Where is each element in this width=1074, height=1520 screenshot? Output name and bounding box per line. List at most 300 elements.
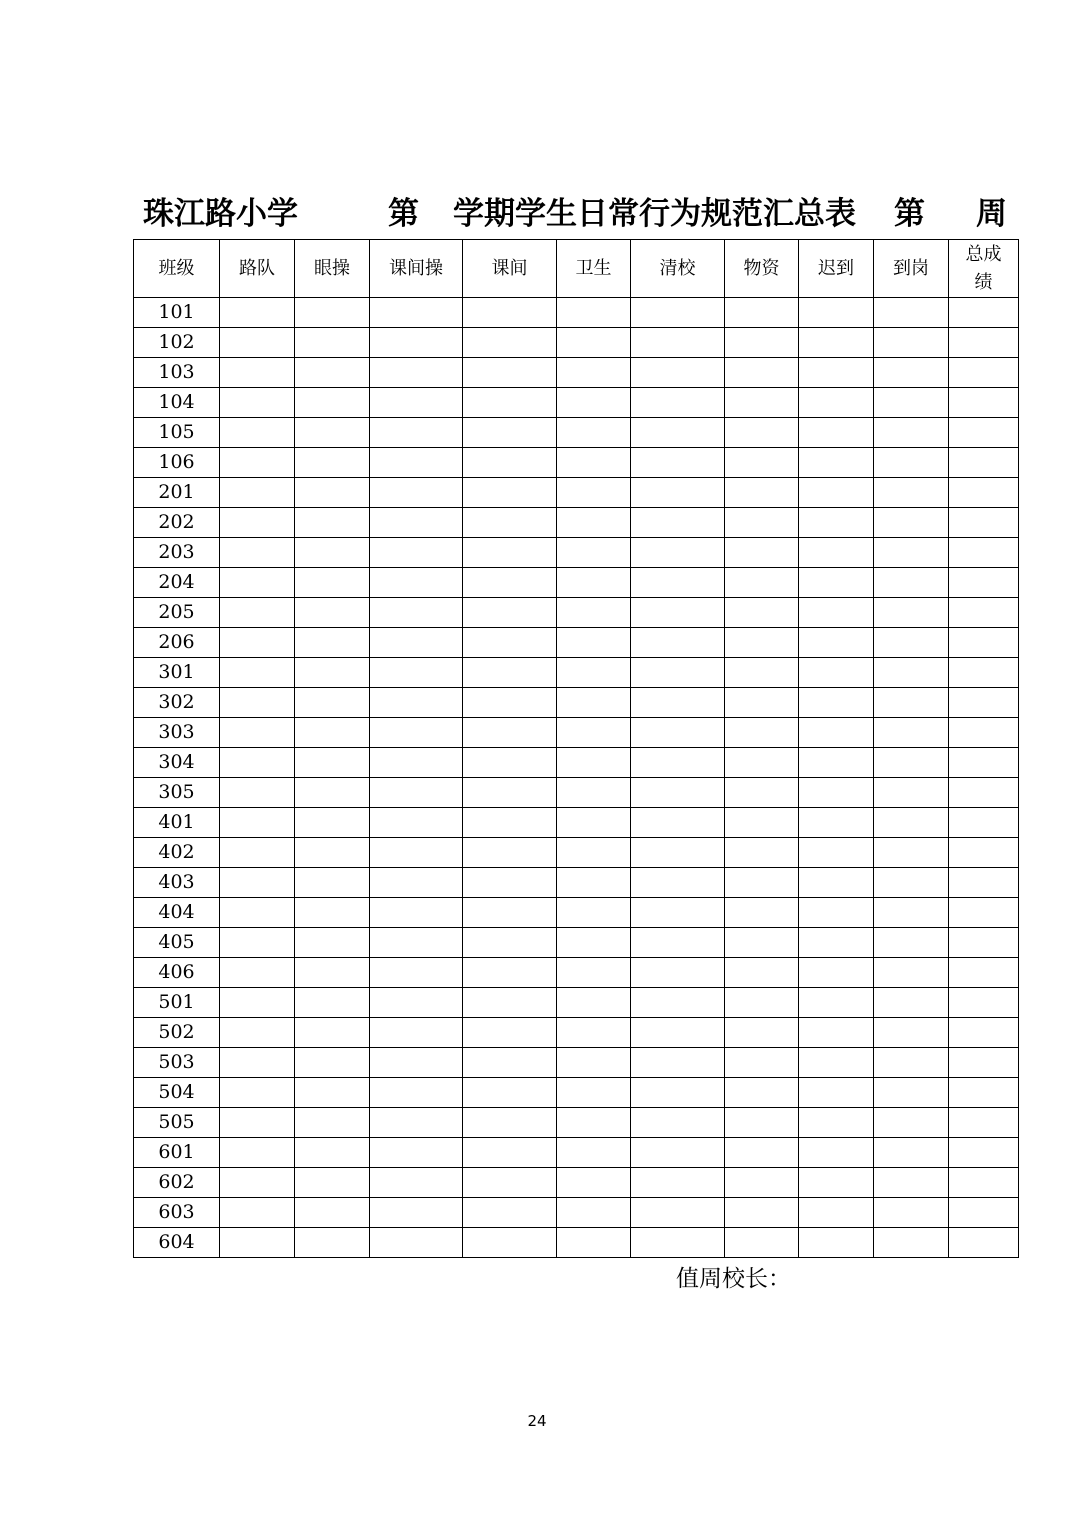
score-cell [725, 538, 799, 568]
score-cell [557, 838, 631, 868]
score-cell [799, 778, 874, 808]
score-cell [799, 658, 874, 688]
score-cell [463, 958, 557, 988]
score-cell [949, 838, 1019, 868]
class-number-cell: 106 [134, 448, 220, 478]
score-cell [631, 1078, 725, 1108]
score-cell [725, 958, 799, 988]
score-cell [799, 898, 874, 928]
score-cell [295, 688, 370, 718]
score-cell [631, 298, 725, 328]
score-cell [463, 1108, 557, 1138]
class-number-cell: 303 [134, 718, 220, 748]
score-cell [725, 568, 799, 598]
score-cell [725, 1018, 799, 1048]
score-cell [557, 1228, 631, 1258]
table-row [134, 688, 1019, 718]
score-cell [725, 928, 799, 958]
class-number-cell: 103 [134, 358, 220, 388]
table-row [134, 928, 1019, 958]
score-cell [370, 1198, 463, 1228]
score-cell [874, 478, 949, 508]
score-cell [799, 1228, 874, 1258]
score-cell [725, 328, 799, 358]
score-cell [220, 718, 295, 748]
score-cell [874, 688, 949, 718]
class-number-cell: 302 [134, 688, 220, 718]
class-number-cell: 102 [134, 328, 220, 358]
score-cell [295, 328, 370, 358]
table-body [134, 298, 1019, 1258]
score-cell [631, 358, 725, 388]
score-cell [949, 448, 1019, 478]
score-cell [949, 508, 1019, 538]
title-school: 珠江路小学 [143, 196, 298, 232]
score-cell [725, 508, 799, 538]
score-cell [949, 1078, 1019, 1108]
score-cell [799, 388, 874, 418]
score-cell [370, 478, 463, 508]
score-cell [949, 868, 1019, 898]
score-cell [949, 688, 1019, 718]
score-cell [725, 748, 799, 778]
table-row [134, 508, 1019, 538]
score-cell [557, 748, 631, 778]
score-cell [799, 298, 874, 328]
table-row [134, 808, 1019, 838]
score-cell [949, 898, 1019, 928]
score-cell [295, 358, 370, 388]
table-row [134, 1228, 1019, 1258]
score-cell [874, 808, 949, 838]
class-number-cell: 305 [134, 778, 220, 808]
score-cell [631, 1138, 725, 1168]
score-cell [463, 988, 557, 1018]
score-cell [463, 598, 557, 628]
class-number-cell: 203 [134, 538, 220, 568]
class-number-cell: 105 [134, 418, 220, 448]
score-cell [295, 1198, 370, 1228]
column-header-wuzi: 物资 [725, 240, 799, 298]
score-cell [557, 1198, 631, 1228]
table-row [134, 1018, 1019, 1048]
table-row [134, 658, 1019, 688]
score-cell [949, 1168, 1019, 1198]
score-cell [949, 1138, 1019, 1168]
score-cell [557, 478, 631, 508]
score-cell [220, 538, 295, 568]
score-cell [874, 1138, 949, 1168]
score-cell [799, 958, 874, 988]
score-cell [725, 1078, 799, 1108]
score-cell [725, 718, 799, 748]
table-row [134, 328, 1019, 358]
score-cell [370, 928, 463, 958]
score-cell [557, 1108, 631, 1138]
score-cell [799, 1168, 874, 1198]
score-cell [295, 1018, 370, 1048]
score-cell [874, 538, 949, 568]
column-header-weisheng: 卫生 [557, 240, 631, 298]
score-cell [949, 418, 1019, 448]
score-cell [631, 838, 725, 868]
score-cell [463, 718, 557, 748]
score-cell [220, 388, 295, 418]
score-cell [557, 1168, 631, 1198]
score-cell [463, 1078, 557, 1108]
score-cell [725, 1138, 799, 1168]
score-cell [799, 1018, 874, 1048]
score-cell [295, 1138, 370, 1168]
score-cell [295, 958, 370, 988]
score-cell [949, 298, 1019, 328]
table-row [134, 838, 1019, 868]
score-cell [370, 868, 463, 898]
score-cell [631, 538, 725, 568]
class-number-cell: 304 [134, 748, 220, 778]
page-number: 24 [527, 1412, 547, 1430]
score-cell [295, 898, 370, 928]
score-cell [295, 568, 370, 598]
score-cell [370, 1168, 463, 1198]
score-cell [949, 778, 1019, 808]
score-cell [874, 658, 949, 688]
score-cell [557, 658, 631, 688]
score-cell [295, 628, 370, 658]
duty-principal-signature: 值周校长： [676, 1266, 791, 1292]
score-cell [463, 808, 557, 838]
class-number-cell: 602 [134, 1168, 220, 1198]
score-cell [295, 928, 370, 958]
score-cell [799, 508, 874, 538]
table-row [134, 418, 1019, 448]
score-cell [370, 808, 463, 838]
table-row [134, 538, 1019, 568]
score-cell [949, 328, 1019, 358]
score-cell [874, 628, 949, 658]
score-cell [463, 928, 557, 958]
score-cell [874, 718, 949, 748]
table-row [134, 1108, 1019, 1138]
class-number-cell: 206 [134, 628, 220, 658]
score-cell [949, 358, 1019, 388]
score-cell [557, 988, 631, 1018]
score-cell [220, 838, 295, 868]
score-cell [725, 988, 799, 1018]
score-cell [799, 988, 874, 1018]
score-cell [295, 508, 370, 538]
score-cell [220, 1138, 295, 1168]
score-cell [370, 778, 463, 808]
score-cell [295, 1108, 370, 1138]
score-cell [874, 298, 949, 328]
score-cell [631, 328, 725, 358]
score-cell [725, 778, 799, 808]
table-row [134, 598, 1019, 628]
title-main: 学期学生日常行为规范汇总表 [453, 196, 856, 232]
table-row [134, 1138, 1019, 1168]
score-cell [220, 478, 295, 508]
score-cell [725, 388, 799, 418]
score-cell [557, 808, 631, 838]
score-cell [799, 628, 874, 658]
score-cell [220, 748, 295, 778]
score-cell [463, 1228, 557, 1258]
score-cell [463, 358, 557, 388]
score-cell [631, 1228, 725, 1258]
title-week-prefix: 第 [894, 196, 925, 232]
score-cell [370, 388, 463, 418]
score-cell [220, 958, 295, 988]
table-row [134, 898, 1019, 928]
score-cell [220, 448, 295, 478]
column-header-kejian: 课间 [463, 240, 557, 298]
score-cell [370, 838, 463, 868]
score-cell [725, 358, 799, 388]
score-cell [725, 898, 799, 928]
class-number-cell: 104 [134, 388, 220, 418]
score-cell [799, 868, 874, 898]
column-header-class: 班级 [134, 240, 220, 298]
score-cell [370, 568, 463, 598]
score-cell [631, 988, 725, 1018]
score-cell [631, 718, 725, 748]
score-cell [463, 868, 557, 898]
score-cell [949, 568, 1019, 598]
score-cell [295, 838, 370, 868]
class-number-cell: 201 [134, 478, 220, 508]
score-cell [220, 568, 295, 598]
score-cell [463, 628, 557, 658]
score-cell [874, 958, 949, 988]
score-cell [370, 688, 463, 718]
score-cell [799, 1198, 874, 1228]
score-cell [295, 1048, 370, 1078]
score-cell [725, 448, 799, 478]
score-cell [874, 748, 949, 778]
table-row [134, 1198, 1019, 1228]
score-cell [631, 1048, 725, 1078]
score-cell [725, 1198, 799, 1228]
class-number-cell: 405 [134, 928, 220, 958]
score-cell [799, 1078, 874, 1108]
score-cell [725, 598, 799, 628]
table-row [134, 358, 1019, 388]
class-number-cell: 205 [134, 598, 220, 628]
score-cell [725, 1228, 799, 1258]
score-cell [874, 508, 949, 538]
score-cell [220, 598, 295, 628]
score-cell [463, 328, 557, 358]
column-header-kejiancao: 课间操 [370, 240, 463, 298]
score-cell [799, 598, 874, 628]
score-cell [220, 928, 295, 958]
score-cell [463, 1138, 557, 1168]
score-cell [799, 718, 874, 748]
score-cell [631, 658, 725, 688]
score-cell [949, 388, 1019, 418]
score-cell [557, 568, 631, 598]
score-cell [631, 418, 725, 448]
score-cell [295, 748, 370, 778]
score-cell [949, 1198, 1019, 1228]
score-cell [799, 838, 874, 868]
score-cell [874, 1018, 949, 1048]
score-cell [220, 1018, 295, 1048]
score-cell [799, 448, 874, 478]
score-cell [799, 808, 874, 838]
table-row [134, 778, 1019, 808]
class-number-cell: 505 [134, 1108, 220, 1138]
score-cell [220, 778, 295, 808]
score-cell [631, 898, 725, 928]
score-cell [295, 388, 370, 418]
score-cell [463, 568, 557, 598]
score-cell [370, 1228, 463, 1258]
score-cell [220, 688, 295, 718]
score-cell [725, 808, 799, 838]
score-cell [557, 1078, 631, 1108]
column-header-daogang: 到岗 [874, 240, 949, 298]
score-cell [220, 658, 295, 688]
page-title [143, 190, 1023, 238]
score-cell [557, 328, 631, 358]
score-cell [557, 418, 631, 448]
score-cell [370, 988, 463, 1018]
score-cell [631, 448, 725, 478]
score-cell [557, 718, 631, 748]
score-cell [557, 448, 631, 478]
score-cell [295, 538, 370, 568]
score-cell [631, 598, 725, 628]
score-cell [631, 778, 725, 808]
score-cell [799, 358, 874, 388]
score-cell [725, 688, 799, 718]
score-cell [874, 448, 949, 478]
score-cell [463, 898, 557, 928]
score-cell [874, 1168, 949, 1198]
score-cell [874, 568, 949, 598]
score-cell [220, 508, 295, 538]
score-cell [949, 1048, 1019, 1078]
score-cell [295, 418, 370, 448]
score-cell [557, 868, 631, 898]
score-cell [631, 628, 725, 658]
score-cell [463, 448, 557, 478]
table-row [134, 988, 1019, 1018]
table-row [134, 718, 1019, 748]
score-cell [220, 298, 295, 328]
score-cell [799, 1108, 874, 1138]
class-number-cell: 204 [134, 568, 220, 598]
class-number-cell: 403 [134, 868, 220, 898]
score-cell [463, 388, 557, 418]
score-cell [295, 868, 370, 898]
score-cell [370, 418, 463, 448]
score-cell [295, 1228, 370, 1258]
score-cell [220, 1228, 295, 1258]
score-cell [370, 718, 463, 748]
score-cell [874, 1228, 949, 1258]
score-cell [220, 868, 295, 898]
score-cell [463, 1048, 557, 1078]
class-number-cell: 503 [134, 1048, 220, 1078]
column-header-yancao: 眼操 [295, 240, 370, 298]
score-cell [874, 598, 949, 628]
score-cell [725, 1108, 799, 1138]
score-cell [799, 928, 874, 958]
score-cell [949, 958, 1019, 988]
score-cell [725, 838, 799, 868]
column-header-luodui: 路队 [220, 240, 295, 298]
score-cell [725, 868, 799, 898]
score-cell [799, 478, 874, 508]
score-cell [949, 478, 1019, 508]
score-cell [463, 1168, 557, 1198]
score-cell [463, 478, 557, 508]
score-cell [295, 658, 370, 688]
score-cell [463, 658, 557, 688]
score-cell [370, 598, 463, 628]
score-cell [370, 898, 463, 928]
score-cell [295, 1078, 370, 1108]
score-cell [370, 658, 463, 688]
score-cell [631, 1018, 725, 1048]
score-cell [799, 328, 874, 358]
score-cell [949, 718, 1019, 748]
score-cell [295, 598, 370, 628]
score-cell [725, 658, 799, 688]
score-cell [631, 928, 725, 958]
score-cell [725, 418, 799, 448]
score-cell [949, 658, 1019, 688]
score-cell [874, 1048, 949, 1078]
score-cell [949, 748, 1019, 778]
class-number-cell: 601 [134, 1138, 220, 1168]
column-header-chidao: 迟到 [799, 240, 874, 298]
column-header-total-score: 总成绩 [949, 240, 1019, 298]
score-cell [557, 388, 631, 418]
table-row [134, 388, 1019, 418]
score-cell [463, 688, 557, 718]
table-row [134, 748, 1019, 778]
score-cell [631, 568, 725, 598]
score-cell [463, 418, 557, 448]
score-cell [725, 628, 799, 658]
score-cell [370, 328, 463, 358]
score-cell [949, 808, 1019, 838]
score-cell [220, 898, 295, 928]
score-cell [799, 568, 874, 598]
score-cell [949, 988, 1019, 1018]
score-cell [295, 448, 370, 478]
score-cell [370, 1018, 463, 1048]
score-cell [220, 358, 295, 388]
class-number-cell: 101 [134, 298, 220, 328]
score-cell [874, 898, 949, 928]
score-cell [631, 508, 725, 538]
class-number-cell: 502 [134, 1018, 220, 1048]
summary-table [133, 239, 1019, 1258]
score-cell [557, 628, 631, 658]
score-cell [370, 448, 463, 478]
score-cell [220, 328, 295, 358]
score-cell [631, 388, 725, 418]
table-row [134, 1168, 1019, 1198]
column-header-qingxiao: 清校 [631, 240, 725, 298]
score-cell [557, 508, 631, 538]
score-cell [799, 748, 874, 778]
